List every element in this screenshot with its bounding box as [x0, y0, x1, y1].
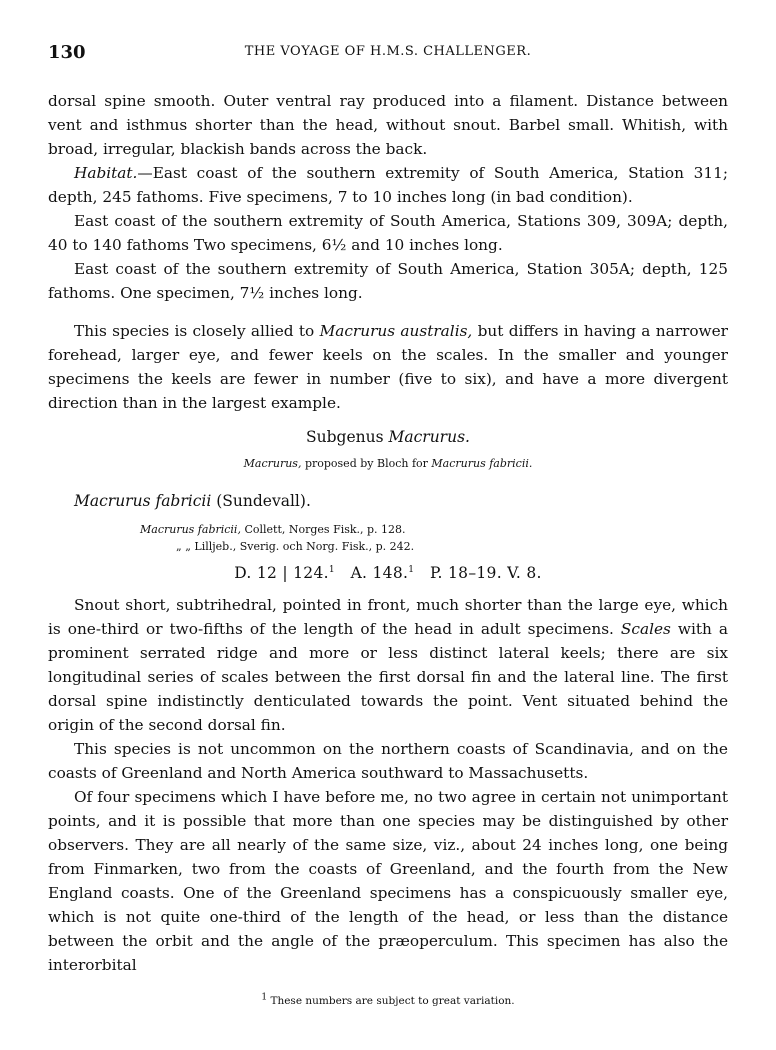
- habitat-text-1: —East coast of the southern extremity of South America, Station 311; depth, 245 fathoms. Five specimens, 7 to 10 inches long (in bad condition).: [48, 164, 728, 206]
- footnote-text: These numbers are subject to great variation.: [267, 995, 515, 1007]
- subgenus-heading: [48, 425, 728, 449]
- page-body: [48, 89, 728, 977]
- synonym-reference: Collett, Norges Fisk., p. 128.: [240, 523, 406, 536]
- spacer: [48, 305, 728, 319]
- subgenus-note-text: proposed by Bloch for: [301, 457, 432, 470]
- allied-species-name: Macrurus australis,: [319, 322, 473, 340]
- habitat-paragraph: [48, 161, 728, 209]
- footnote-ref: 1: [328, 564, 335, 575]
- page-header: [48, 42, 728, 62]
- description-text-2: with a prominent serrated ridge and more or less distinct lateral keels; there are six longitudinal series of scales between the first dorsal fin and the lateral line. The first dorsal spine indistinctly denticulated towards the point. Vent situated behind the origin of the second dorsal fin.: [48, 620, 728, 734]
- footnote: [0, 992, 776, 1007]
- synonym-reference: Lilljeb., Sverig. och Norg. Fisk., p. 242.: [190, 540, 415, 553]
- habitat-label: Habitat.: [74, 164, 138, 182]
- footnote-mark: 1: [261, 992, 268, 1003]
- description-paragraph: [48, 593, 728, 737]
- species-name: Macrurus fabricii: [74, 492, 212, 510]
- formula-anal: A. 148.: [350, 564, 409, 582]
- fin-formula: [48, 561, 728, 585]
- subgenus-note: [48, 455, 728, 473]
- allied-text-before: This species is closely allied to: [74, 322, 320, 340]
- habitat-paragraph-3: East coast of the southern extremity of South America, Station 305A; depth, 125 fathoms. One specimen, 7½ inches long.: [48, 260, 728, 302]
- species-heading: [74, 489, 728, 513]
- habitat-paragraph-2: East coast of the southern extremity of South America, Stations 309, 309A; depth, 40 to 140 fathoms Two specimens, 6½ and 10 inches long.: [48, 212, 728, 254]
- formula-dorsal: D. 12 | 124.: [234, 564, 329, 582]
- synonym-name: Macrurus fabricii,: [140, 523, 241, 536]
- running-title: THE VOYAGE OF H.M.S. CHALLENGER.: [244, 44, 532, 59]
- allied-paragraph: [48, 319, 728, 415]
- distribution-paragraph: This species is not uncommon on the northern coasts of Scandinavia, and on the coasts of Greenland and North America southward to Massachusetts.: [48, 740, 728, 782]
- allied-text-after: but differs in having a narrower forehead, larger eye, and fewer keels on the scales. In the smaller and younger specimens the keels are fewer in number (five to six), and have a more divergent direction than in the largest example.: [48, 322, 728, 412]
- paragraph-continued: dorsal spine smooth. Outer ventral ray produced into a filament. Distance between vent and isthmus shorter than the head, without snout. Barbel small. Whitish, with broad, irregular, blackish bands across the back.: [48, 92, 728, 158]
- subgenus-label: Subgenus: [306, 428, 389, 446]
- subgenus-note-species: Macrurus fabricii.: [431, 457, 533, 470]
- species-author: (Sundevall).: [211, 492, 311, 510]
- description-text-1: Snout short, subtrihedral, pointed in front, much shorter than the large eye, which is one-third or two-fifths of the length of the head in adult specimens.: [48, 596, 728, 638]
- synonym-line: [176, 538, 728, 555]
- page-number: 130: [48, 42, 86, 63]
- formula-pectoral-ventral: P. 18–19. V. 8.: [429, 564, 542, 582]
- subgenus-note-name: Macrurus,: [243, 457, 302, 470]
- subgenus-name: Macrurus.: [388, 428, 470, 446]
- synonym-list: [140, 521, 728, 555]
- ditto-marks: „ „: [176, 540, 191, 553]
- footnote-ref: 1: [408, 564, 415, 575]
- scales-term: Scales: [620, 620, 671, 638]
- specimens-paragraph: Of four specimens which I have before me, no two agree in certain not unimportant points, and it is possible that more than one species may be distinguished by other observers. They are all nearly of the same size, viz., about 24 inches long, one being from Finmarken, two from the coasts of Greenland, and the fourth from the New England coasts. One of the Greenland specimens has a conspicuously smaller eye, which is not quite one-third of the length of the head, or less than the distance between the orbit and the angle of the præoperculum. This specimen has also the interorbital: [48, 788, 728, 974]
- synonym-line: [140, 521, 728, 538]
